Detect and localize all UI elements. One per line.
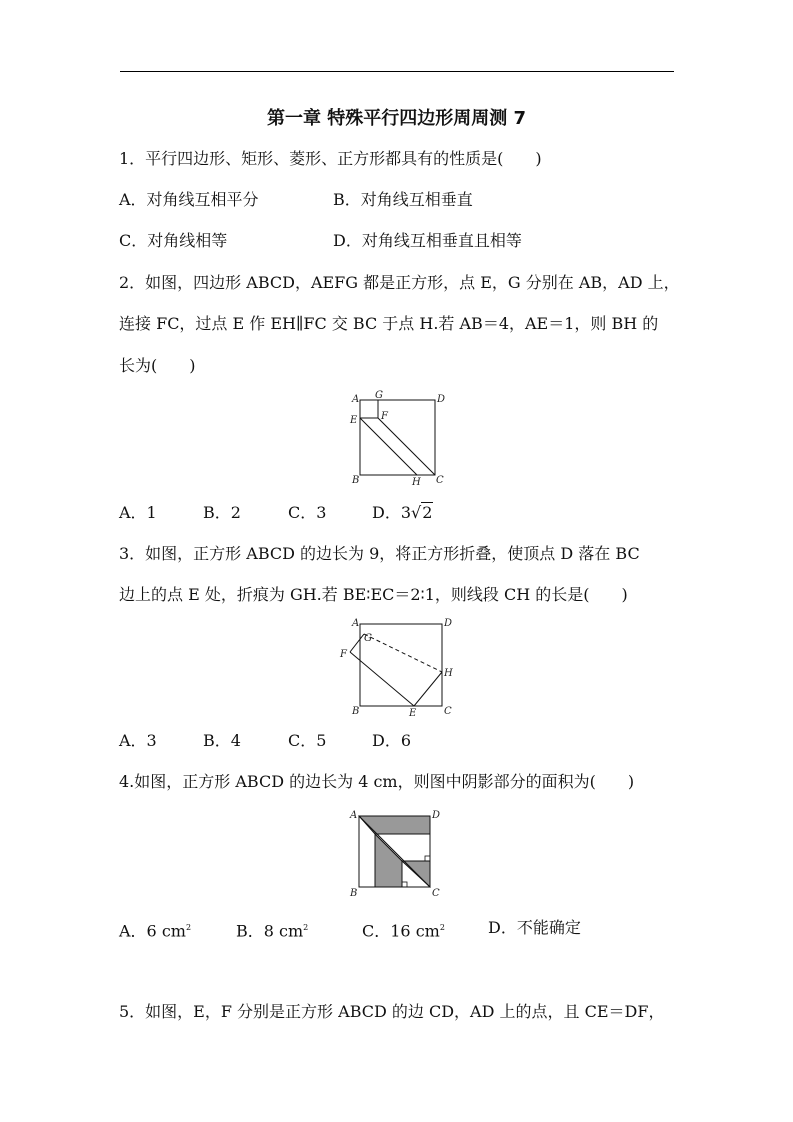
q4-option-c (362, 917, 445, 942)
q4-label-d: D (432, 810, 441, 821)
q3-label-e: E (409, 708, 417, 719)
q4-stem: 4.如图，正方形 ABCD 的边长为 4 cm，则图中阴影部分的面积为( ) (119, 772, 635, 791)
q3-label-b: B (352, 706, 360, 717)
q2-option-c: C．3 (288, 503, 327, 522)
q4-option-c-text: C．16 cm (362, 921, 440, 941)
q4-option-b-text: B．8 cm (236, 921, 304, 941)
q4-option-d: D．不能确定 (488, 918, 581, 937)
q2-figure (340, 388, 450, 492)
q3-option-b: B．4 (203, 731, 241, 750)
q3-label-f: F (340, 649, 347, 660)
q2-label-f: F (381, 411, 388, 422)
q4-option-b (236, 917, 308, 942)
q2-label-a: A (352, 394, 360, 405)
q3-figure (336, 614, 461, 723)
q2-label-e: E (350, 415, 358, 426)
q4-option-c-exp: 2 (439, 923, 445, 932)
q3-label-c: C (444, 706, 452, 717)
q2-label-b: B (352, 475, 360, 486)
q2-label-g: G (375, 390, 383, 401)
q3-option-c: C．5 (288, 731, 327, 750)
q2-label-d: D (437, 394, 446, 405)
q4-label-a: A (350, 810, 358, 821)
q4-option-b-exp: 2 (303, 923, 309, 932)
q2-option-d-radicand: 2 (422, 503, 433, 522)
q3-label-h: H (444, 668, 453, 679)
q1-option-d: D．对角线互相垂直且相等 (333, 231, 522, 250)
q3-option-d: D．6 (372, 731, 412, 750)
q1-stem: 1．平行四边形、矩形、菱形、正方形都具有的性质是( ) (119, 149, 542, 168)
q3-stem-line1: 3．如图，正方形 ABCD 的边长为 9，将正方形折叠，使顶点 D 落在 BC (119, 544, 640, 563)
q4-option-a-exp: 2 (185, 923, 192, 932)
q2-label-c: C (436, 475, 444, 486)
q3-label-d: D (444, 618, 453, 629)
q2-stem-line2: 连接 FC，过点 E 作 EH∥FC 交 BC 于点 H.若 AB＝4，AE＝1，则 BH 的 (119, 314, 659, 333)
header-rule (120, 71, 674, 72)
q3-label-a: A (352, 618, 360, 629)
q1-option-b: B．对角线互相垂直 (333, 190, 473, 209)
q1-option-c: C．对角线相等 (119, 231, 228, 250)
q2-option-b: B．2 (203, 503, 241, 522)
q4-figure (342, 808, 452, 904)
q4-option-a-text: A．6 cm (119, 921, 186, 941)
q4-option-a (119, 917, 191, 942)
q4-label-c: C (432, 888, 440, 899)
sqrt-symbol: √2 (411, 503, 433, 522)
q5-stem-line1: 5．如图，E，F 分别是正方形 ABCD 的边 CD，AD 上的点，且 CE＝DF， (119, 1002, 665, 1021)
q3-stem-line2: 边上的点 E 处，折痕为 GH.若 BE∶EC＝2∶1，则线段 CH 的长是( ) (119, 585, 628, 604)
page-title: 第一章 特殊平行四边形周周测 7 (266, 108, 527, 129)
q4-label-b: B (350, 888, 358, 899)
q1-option-a: A．对角线互相平分 (119, 190, 259, 209)
q3-label-g: G (364, 633, 372, 644)
q2-stem-line3: 长为( ) (119, 356, 196, 375)
q2-option-d (372, 502, 433, 524)
q2-stem-line1: 2．如图，四边形 ABCD，AEFG 都是正方形，点 E，G 分别在 AB，AD 上， (119, 273, 680, 292)
q2-option-d-prefix: D．3 (372, 503, 412, 522)
q2-label-h: H (412, 477, 421, 488)
q3-option-a: A．3 (119, 731, 157, 750)
q2-option-a: A．1 (119, 503, 157, 522)
